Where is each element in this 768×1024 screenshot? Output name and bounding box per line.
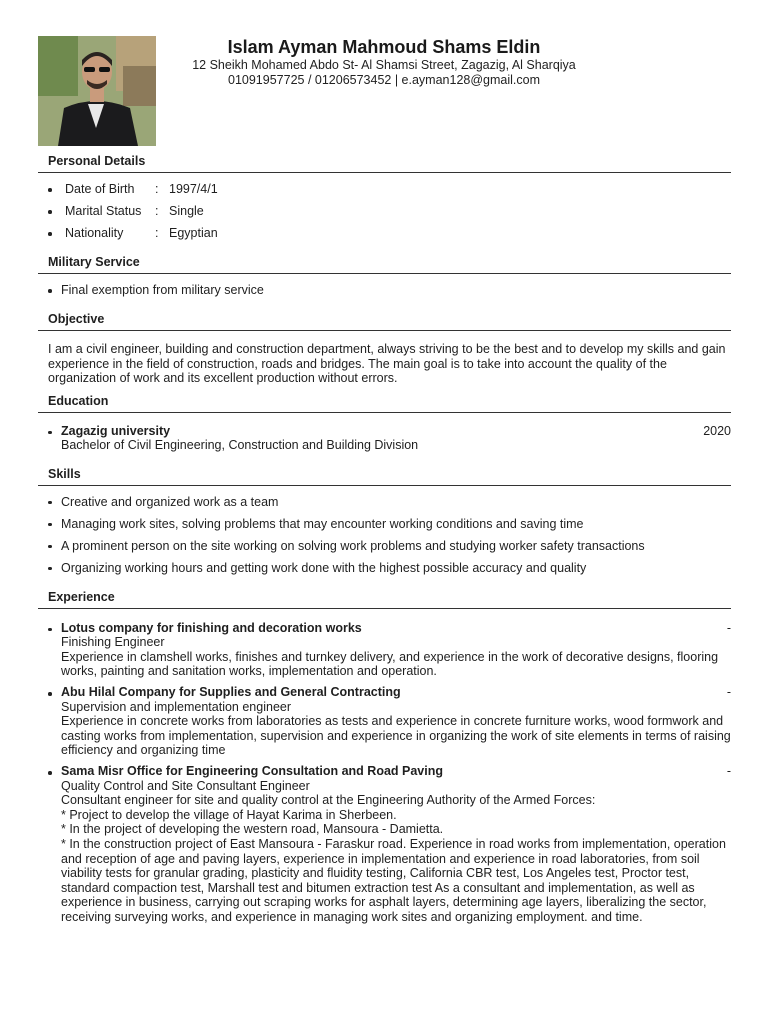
candidate-name: Islam Ayman Mahmoud Shams Eldin xyxy=(227,37,541,57)
experience-description: Experience in clamshell works, finishes and turnkey delivery, and experience in the work of decorative designs, flooring works, painting and sanitation works, implementation and operation. xyxy=(61,649,719,679)
personal-detail-nationality: Nationality : Egyptian xyxy=(38,225,731,247)
section-title-experience: Experience xyxy=(38,588,731,609)
experience-description: * In the project of developing the western road, Mansoura - Damietta. xyxy=(61,822,444,837)
experience-date: - xyxy=(726,620,731,635)
personal-detail-marital: Marital Status : Single xyxy=(38,203,731,225)
experience-company: Sama Misr Office for Engineering Consultation and Road Paving xyxy=(61,764,443,779)
list-item: Managing work sites, solving problems that may encounter working conditions and saving time xyxy=(38,516,731,532)
section-title-military: Military Service xyxy=(38,253,731,274)
experience-description: * In the construction project of East Mansoura - Faraskur road. Experience in road works from implementation, operation and reception of age and paving layers, experience in implementation and experience in road laboratories, from soil viability tests for granular grading, plasticity and fluidity testing, California CBR test, Los Angeles test, Proctor test, standard compaction test, Marshall test and bitumen extraction test As a consultant and implementation, as well as experience in business, carrying out scraping works for asphalt layers, determining age layers, liberalizing the sector, receiving surveying works, and experience in managing work sites and organizing employment. and time. xyxy=(61,837,726,924)
list-item: Organizing working hours and getting work done with the highest possible accuracy and quality xyxy=(38,560,731,576)
experience-role: Quality Control and Site Consultant Engineer xyxy=(61,778,310,793)
list-item: A prominent person on the site working on solving work problems and studying worker safety transactions xyxy=(38,538,731,554)
personal-detail-dob: Date of Birth : 1997/4/1 xyxy=(38,181,731,203)
experience-entry xyxy=(38,764,731,925)
education-date: 2020 xyxy=(703,423,731,438)
experience-company: Lotus company for finishing and decoration works xyxy=(61,620,362,635)
experience-entry xyxy=(38,685,731,758)
list-item: Final exemption from military service xyxy=(38,282,731,298)
skills-list xyxy=(38,486,731,588)
education-degree: Bachelor of Civil Engineering, Construction and Building Division xyxy=(61,438,419,453)
experience-date: - xyxy=(726,764,731,779)
section-title-personal: Personal Details xyxy=(38,152,731,173)
personal-details-list xyxy=(38,173,731,253)
resume-header xyxy=(156,36,612,88)
section-title-objective: Objective xyxy=(38,310,731,331)
section-title-skills: Skills xyxy=(38,465,731,486)
address: 12 Sheikh Mohamed Abdo St- Al Shamsi Street, Zagazig, Al Sharqiya xyxy=(192,58,576,72)
experience-date: - xyxy=(726,685,731,700)
section-title-education: Education xyxy=(38,392,731,413)
experience-company: Abu Hilal Company for Supplies and General Contracting xyxy=(61,685,401,700)
experience-description: * Project to develop the village of Hayat Karima in Sherbeen. xyxy=(61,807,397,822)
experience-description: Consultant engineer for site and quality control at the Engineering Authority of the Armed Forces: xyxy=(61,793,596,808)
education-list xyxy=(38,413,731,465)
experience-description: Experience in concrete works from laboratories as tests and experience in concrete furniture works, wood formwork and casting works from implementation, supervision and experience in organizing the work of site elements in terms of raising efficiency and organizing time xyxy=(61,714,731,758)
military-list xyxy=(38,274,731,310)
phones-email: 01091957725 / 01206573452 | e.ayman128@gmail.com xyxy=(228,73,540,87)
education-institution: Zagazig university xyxy=(61,423,171,438)
experience-role: Supervision and implementation engineer xyxy=(61,699,292,714)
experience-list xyxy=(38,609,731,925)
education-entry xyxy=(38,424,731,453)
resume-body xyxy=(38,152,731,931)
objective-text: I am a civil engineer, building and construction department, always striving to be the best and to develop my skills and gain experience in the field of construction, roads and bridges. The main goal is to take into account the quality of the organization of work and its excellent production without errors. xyxy=(48,342,726,385)
list-item: Creative and organized work as a team xyxy=(38,494,731,510)
experience-entry xyxy=(38,621,731,679)
experience-role: Finishing Engineer xyxy=(61,635,165,650)
profile-photo xyxy=(38,36,156,146)
